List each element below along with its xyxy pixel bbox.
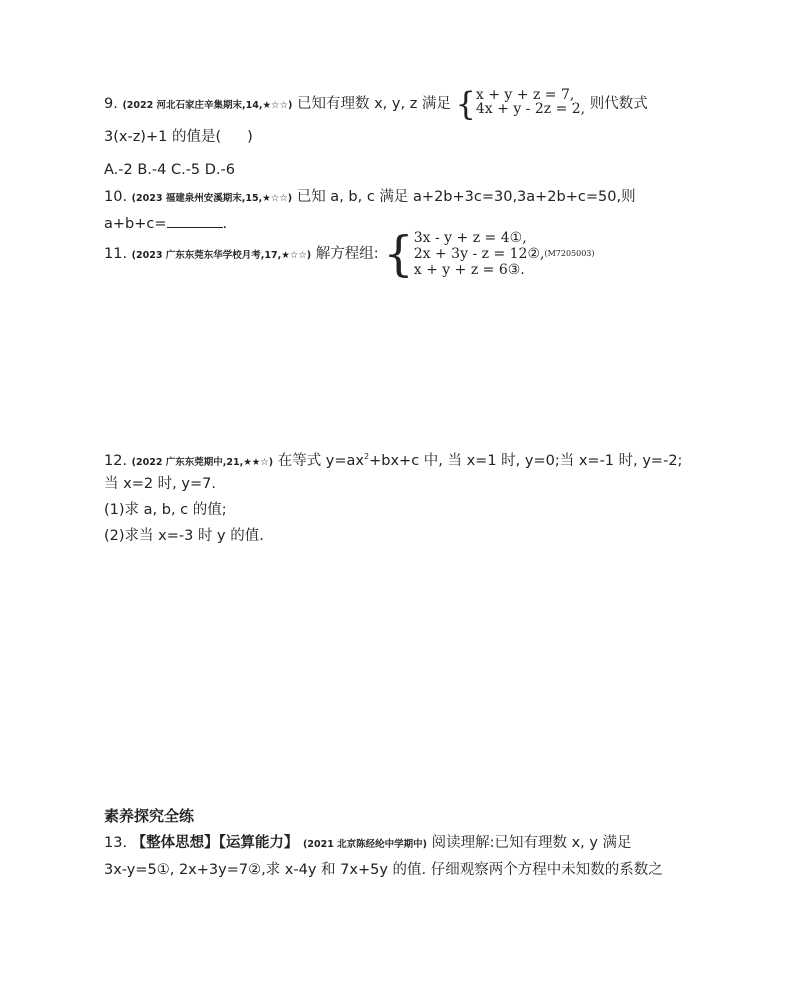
question-number: 12. <box>104 452 128 469</box>
sub-question: (1)求 a, b, c 的值; <box>104 502 227 518</box>
question-text: 则代数式 <box>589 96 648 112</box>
question-12-line1 <box>104 447 682 473</box>
equation-system <box>455 85 586 123</box>
question-9-options <box>104 160 235 180</box>
section-title: 素养探究全练 <box>104 807 195 825</box>
question-number: 9. <box>104 96 118 112</box>
question-source: (2022 广东东莞期中,21,★★☆) <box>131 456 274 468</box>
question-9-line2 <box>104 127 253 147</box>
question-number: 11. <box>104 246 128 262</box>
question-text: 当 x=2 时, y=7. <box>104 476 216 492</box>
tag-holistic-thinking: 【整体思想】 <box>131 835 219 851</box>
answer-blank[interactable] <box>167 213 223 228</box>
tag-computation-ability: 【运算能力】 <box>218 835 299 851</box>
question-text: +bx+c 中, 当 x=1 时, y=0;当 x=-1 时, y=-2; <box>369 452 683 469</box>
equation: 3x - y + z = 4①, <box>413 230 527 246</box>
equation: 4x + y - 2z = 2, <box>475 101 586 117</box>
question-text: 解方程组: <box>315 246 379 262</box>
question-text: 在等式 y=ax <box>277 452 365 469</box>
question-source: (2023 广东东莞东华学校月考,17,★☆☆) <box>131 250 312 261</box>
question-source: (2021 北京陈经纶中学期中) <box>303 839 427 850</box>
question-number: 10. <box>104 189 128 205</box>
left-brace: { <box>383 226 414 282</box>
question-9-line1 <box>104 85 648 123</box>
question-12-part1 <box>104 500 227 520</box>
question-13-line2 <box>104 860 663 880</box>
equation: 2x + 3y - z = 12②, <box>413 246 545 262</box>
question-text: 已知 a, b, c 满足 a+2b+3c=30,3a+2b+c=50,则 <box>296 189 636 205</box>
question-11 <box>104 226 595 282</box>
answer-paren: ) <box>247 129 253 145</box>
question-text: a+b+c= <box>104 216 167 232</box>
question-13-line1 <box>104 833 632 855</box>
question-10-line1 <box>104 187 636 209</box>
sub-question: (2)求当 x=-3 时 y 的值. <box>104 528 264 544</box>
answer-options: A.-2 B.-4 C.-5 D.-6 <box>104 162 235 178</box>
question-source: (2023 福建泉州安溪期末,15,★☆☆) <box>131 193 293 204</box>
question-10-line2: a+b+c= . <box>104 213 227 234</box>
question-text: 3(x-z)+1 的值是( <box>104 129 222 145</box>
question-text: 已知有理数 x, y, z 满足 <box>296 96 451 112</box>
question-text: 阅读理解:已知有理数 x, y 满足 <box>431 835 632 851</box>
equation-system <box>383 226 595 282</box>
question-source: (2022 河北石家庄辛集期末,14,★☆☆) <box>122 100 293 111</box>
question-12-line2 <box>104 474 216 494</box>
question-number: 13. <box>104 835 128 851</box>
left-brace: { <box>455 85 476 123</box>
equation: x + y + z = 6③. <box>413 262 525 278</box>
equation: x + y + z = 7, <box>475 87 575 103</box>
question-code: (M7205003) <box>544 249 595 258</box>
question-12-part2 <box>104 526 264 546</box>
question-text: 3x-y=5①, 2x+3y=7②,求 x-4y 和 7x+5y 的值. 仔细观察两个方程中未知数的系数之 <box>104 862 663 878</box>
exponent: 2 <box>364 452 370 461</box>
